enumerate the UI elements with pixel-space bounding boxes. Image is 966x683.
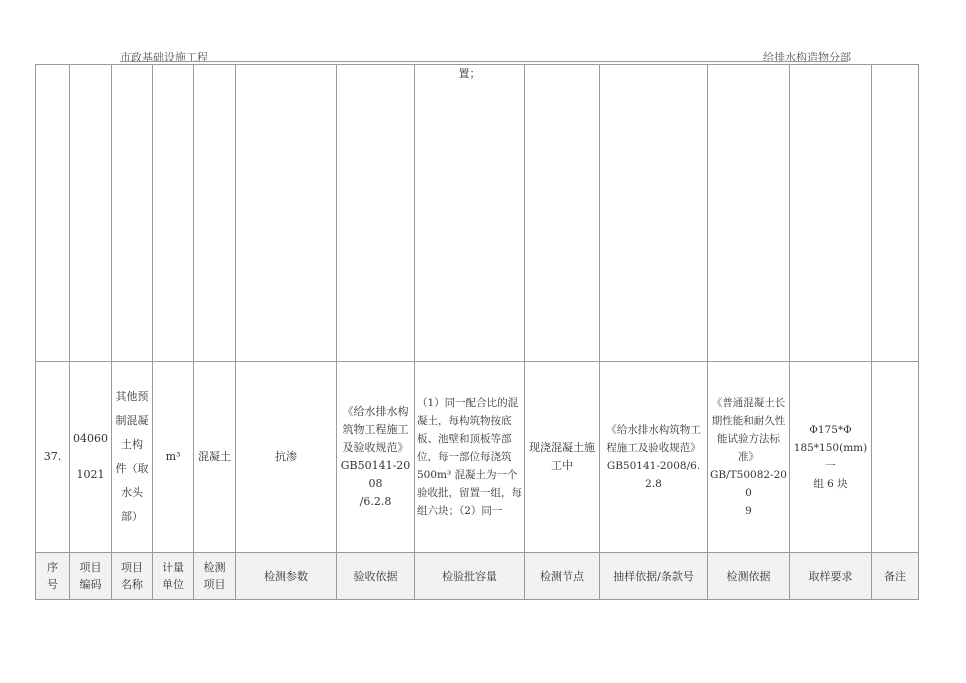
column-header-row: [36, 553, 919, 600]
row-sample-req: Φ175*Φ 185*150(mm) 一 组 6 块: [790, 362, 872, 553]
col-header: 备注: [872, 553, 919, 600]
col-header: 抽样依据/条款号: [600, 553, 708, 600]
row-test-basis: 《普通混凝土长 期性能和耐久性 能试验方法标 准》 GB/T50082-200 9: [708, 362, 790, 553]
row-sampling-basis: 《给水排水构筑物工 程施工及验收规范》 GB50141-2008/6.2.8: [600, 362, 708, 553]
row-unit: m³: [153, 362, 194, 553]
table-row: [36, 362, 919, 553]
header-project: 市政基础设施工程: [120, 51, 208, 64]
row-batch: （1）同一配合比的混 凝土，每构筑物按底 板、池壁和顶板等部 位，每一部位每浇筑 500m³ 混凝土为一个 验收批，留置一组，每 组六块；（2）同一: [415, 362, 525, 553]
col-header: 检测依据: [708, 553, 790, 600]
inspection-table: [35, 64, 919, 600]
row-node: 现浇混凝土施 工中: [525, 362, 600, 553]
col-header: 验收依据: [337, 553, 415, 600]
cell-empty: [112, 65, 153, 362]
row-item: 混凝土: [194, 362, 236, 553]
col-header: 项目 名称: [112, 553, 153, 600]
header-division: 给排水构造物分部: [763, 51, 851, 64]
col-header: 计量 单位: [153, 553, 194, 600]
row-code: 04060 1021: [70, 362, 112, 553]
cell-empty: [337, 65, 415, 362]
cell-empty: [790, 65, 872, 362]
cell-empty: [525, 65, 600, 362]
cell-empty: [70, 65, 112, 362]
col-header: 检测 项目: [194, 553, 236, 600]
cell-empty: [600, 65, 708, 362]
cell-empty: [36, 65, 70, 362]
row-name: 其他预 制混凝 土构 件（取 水头 部）: [112, 362, 153, 553]
col-header: 检测节点: [525, 553, 600, 600]
col-header: 序 号: [36, 553, 70, 600]
row-param: 抗渗: [236, 362, 337, 553]
cell-empty: [194, 65, 236, 362]
cell-empty: [708, 65, 790, 362]
cell-empty: [872, 65, 919, 362]
row-seq: 37.: [36, 362, 70, 553]
col-header: 项目 编码: [70, 553, 112, 600]
cell-empty: [153, 65, 194, 362]
batch-continued-text: 置；: [415, 65, 525, 362]
cell-empty: [236, 65, 337, 362]
col-header: 取样要求: [790, 553, 872, 600]
col-header: 检测参数: [236, 553, 337, 600]
row-remark: [872, 362, 919, 553]
header-rule: [120, 61, 848, 62]
continued-row: [36, 65, 919, 362]
col-header: 检验批容量: [415, 553, 525, 600]
row-basis: 《给水排水构 筑物工程施工 及验收规范》 GB50141-2008 /6.2.8: [337, 362, 415, 553]
